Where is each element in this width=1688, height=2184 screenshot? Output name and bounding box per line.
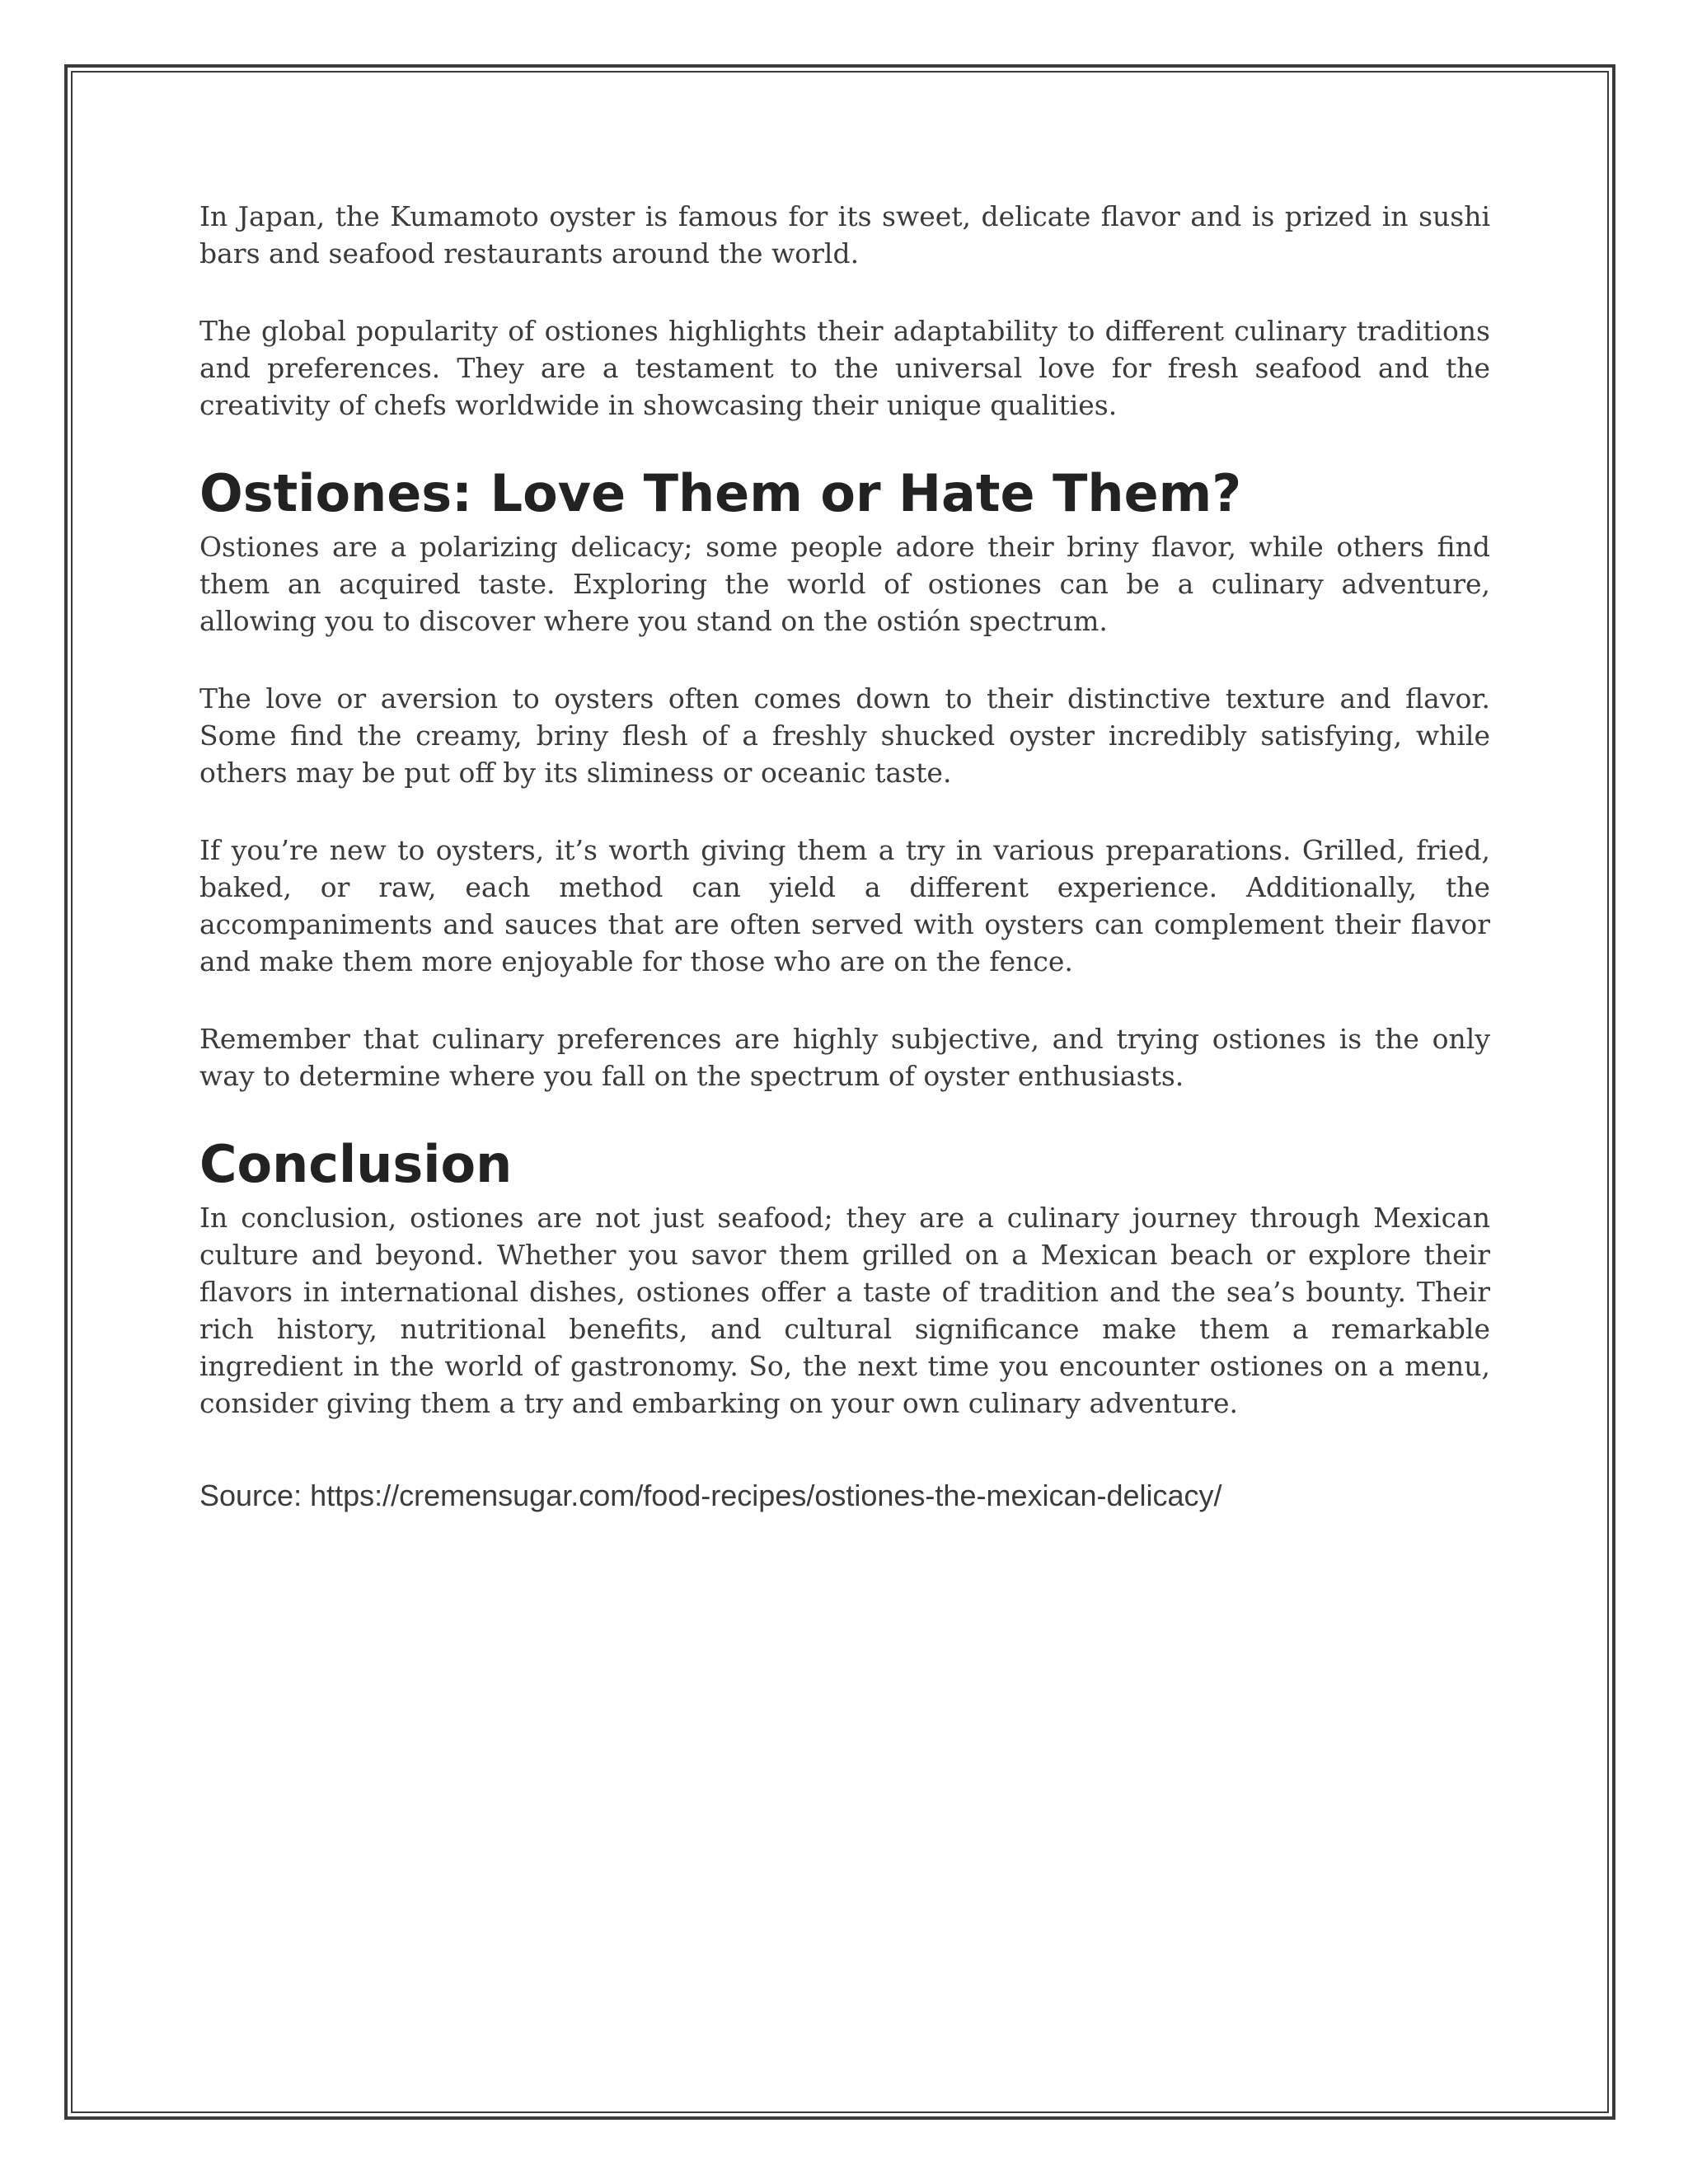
paragraph-polarizing: Ostiones are a polarizing delicacy; some people adore their briny flavor, while others find them an acquired taste. Exploring the world of ostiones can be a culinary adventure, allowing you to discover where you stand on the ostión spectrum. (199, 531, 1490, 637)
paragraph-texture-flavor: The love or aversion to oysters often comes down to their distinctive texture and flavor. Some find the creamy, briny flesh of a freshly shucked oyster incredibly satisfying, while others may be put off by its sliminess or oceanic taste. (199, 682, 1490, 789)
section-heading-love-or-hate: Ostiones: Love Them or Hate Them? (199, 463, 1242, 523)
paragraph-kumamoto: In Japan, the Kumamoto oyster is famous for its sweet, delicate flavor and is prized in sushi bars and seafood restaurants around the world. (199, 200, 1490, 269)
document-body (199, 198, 1490, 1516)
paragraph-preparations: If you’re new to oysters, it’s worth giving them a try in various preparations. Grilled, fried, baked, or raw, each method can yield a different experience. Additionally, the accompaniments and sauces that are often served with oysters can complement their flavor and make them more enjoyable for those who are on the fence. (199, 834, 1490, 977)
paragraph-global-popularity: The global popularity of ostiones highlights their adaptability to different culinary traditions and preferences. They are a testament to the universal love for fresh seafood and the creativity of chefs worldwide in showcasing their unique qualities. (199, 315, 1490, 421)
source-citation: Source: https://cremensugar.com/food-recipes/ostiones-the-mexican-delicacy/ (199, 1479, 1222, 1512)
paragraph-preferences: Remember that culinary preferences are highly subjective, and trying ostiones is the only way to determine where you fall on the spectrum of oyster enthusiasts. (199, 1023, 1490, 1092)
section-heading-conclusion: Conclusion (199, 1134, 513, 1194)
paragraph-conclusion: In conclusion, ostiones are not just seafood; they are a culinary journey through Mexican culture and beyond. Whether you savor them grilled on a Mexican beach or explore their flavors in international dishes, ostiones offer a taste of tradition and the sea’s bounty. Their rich history, nutritional benefits, and cultural significance make them a remarkable ingredient in the world of gastronomy. So, the next time you encounter ostiones on a menu, consider giving them a try and embarking on your own culinary adventure. (199, 1202, 1490, 1419)
